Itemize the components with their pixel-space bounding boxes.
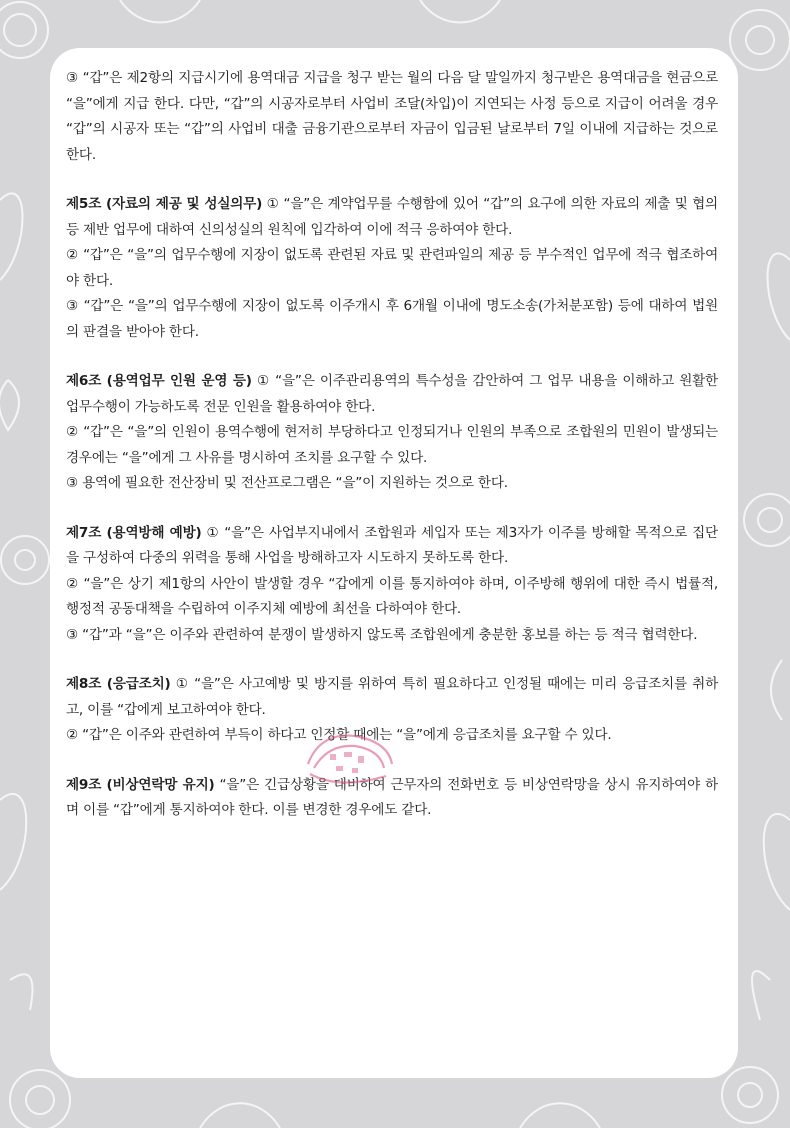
clause-body: ① “을”은 이주관리용역의 특수성을 감안하여 그 업무 내용을 이해하고 원활한 업무수행이 가능하도록 전문 인원을 활용하여야 한다.: [66, 373, 718, 415]
clause-paragraph: [66, 294, 718, 345]
clause-paragraph: [66, 623, 718, 649]
clause-body: ① “을”은 사고예방 및 방지를 위하여 특히 필요하다고 인정될 때에는 미리 응급조치를 취하고, 이를 “갑에게 보고하여야 한다.: [66, 676, 718, 718]
clause-body: ③ 용역에 필요한 전산장비 및 전산프로그램은 “을”이 지원하는 것으로 한다.: [66, 475, 508, 491]
clause-paragraph: [66, 243, 718, 294]
clause-body: “을”은 긴급상황을 대비하여 근무자의 전화번호 등 비상연락망을 상시 유지하여야 하며 이를 “갑”에게 통지하여야 한다. 이를 변경한 경우에도 같다.: [66, 776, 718, 818]
clause-body: ② “갑”은 “을”의 업무수행에 지장이 없도록 관련된 자료 및 관련파일의 제공 등 부수적인 업무에 적극 협조하여야 한다.: [66, 247, 718, 289]
clause-paragraph: [66, 420, 718, 471]
contract-text-body: [66, 66, 718, 824]
clause-paragraph: [66, 672, 718, 723]
clause-paragraph: [66, 572, 718, 623]
clause-body: ② “갑”은 “을”의 인원이 용역수행에 현저히 부당하다고 인정되거나 인원의 부족으로 조합원의 민원이 발생되는 경우에는 “을”에게 그 사유를 명시하여 조치를 요구할 수 있다.: [66, 424, 718, 466]
clause-body: ③ “갑”은 제2항의 지급시기에 용역대금 지급을 청구 받는 월의 다음 달 말일까지 청구받은 용역대금을 현금으로 “을”에게 지급 한다. 다만, “갑”의 시공자로부터 사업비 조달(차입)이 지연되는 사정 등으로 지급이 어려울 경우 “갑”의 시공자 또는 “갑”의 사업비 대출 금융기관으로부터 자금이 입금된 날로부터 7일 이내에 지급하는 것으로 한다.: [66, 70, 718, 163]
clause-body: ① “을”은 사업부지내에서 조합원과 세입자 또는 제3자가 이주를 방해할 목적으로 집단을 구성하여 다중의 위력을 통해 사업을 방해하고자 시도하지 못하도록 한다.: [66, 524, 718, 566]
clause-paragraph: [66, 192, 718, 243]
clause-paragraph: [66, 369, 718, 420]
clause-paragraph: [66, 471, 718, 497]
article-9-heading: 제9조 (비상연락망 유지): [66, 776, 215, 793]
article-7-heading: 제7조 (용역방해 예방): [66, 524, 202, 541]
article-8-heading: 제8조 (응급조치): [66, 676, 171, 692]
article-5-section: [66, 192, 718, 345]
clause-body: ② “을”은 상기 제1항의 사안이 발생할 경우 “갑에게 이를 통지하여야 하며, 이주방해 행위에 대한 즉시 법률적, 행정적 공동대책을 수립하여 이주지체 예방에 최선을 다하여야 한다.: [66, 575, 718, 617]
clause-paragraph: [66, 66, 718, 168]
clause-body: ③ “갑”은 “을”의 업무수행에 지장이 없도록 이주개시 후 6개월 이내에 명도소송(가처분포함) 등에 대하여 법원의 판결을 받아야 한다.: [66, 298, 718, 340]
article-6-section: [66, 369, 718, 497]
article-5-heading: 제5조 (자료의 제공 및 성실의무): [66, 196, 263, 212]
clause-body: ② “갑”은 이주와 관련하여 부득이 하다고 인정할 때에는 “을”에게 응급조치를 요구할 수 있다.: [66, 727, 612, 743]
clause-3-continuation: [66, 66, 718, 168]
clause-paragraph: [66, 521, 718, 572]
article-6-heading: 제6조 (용역업무 인원 운영 등): [66, 373, 252, 389]
seal-stamp-icon: [300, 724, 400, 794]
article-7-section: [66, 521, 718, 649]
clause-body: ③ “갑”과 “을”은 이주와 관련하여 분쟁이 발생하지 않도록 조합원에게 충분한 홍보를 하는 등 적극 협력한다.: [66, 626, 698, 643]
clause-body: ① “을”은 계약업무를 수행함에 있어 “갑”의 요구에 의한 자료의 제출 및 협의 등 제반 업무에 대하여 신의성실의 원칙에 입각하여 이에 적극 응하여야 한다.: [66, 196, 718, 238]
